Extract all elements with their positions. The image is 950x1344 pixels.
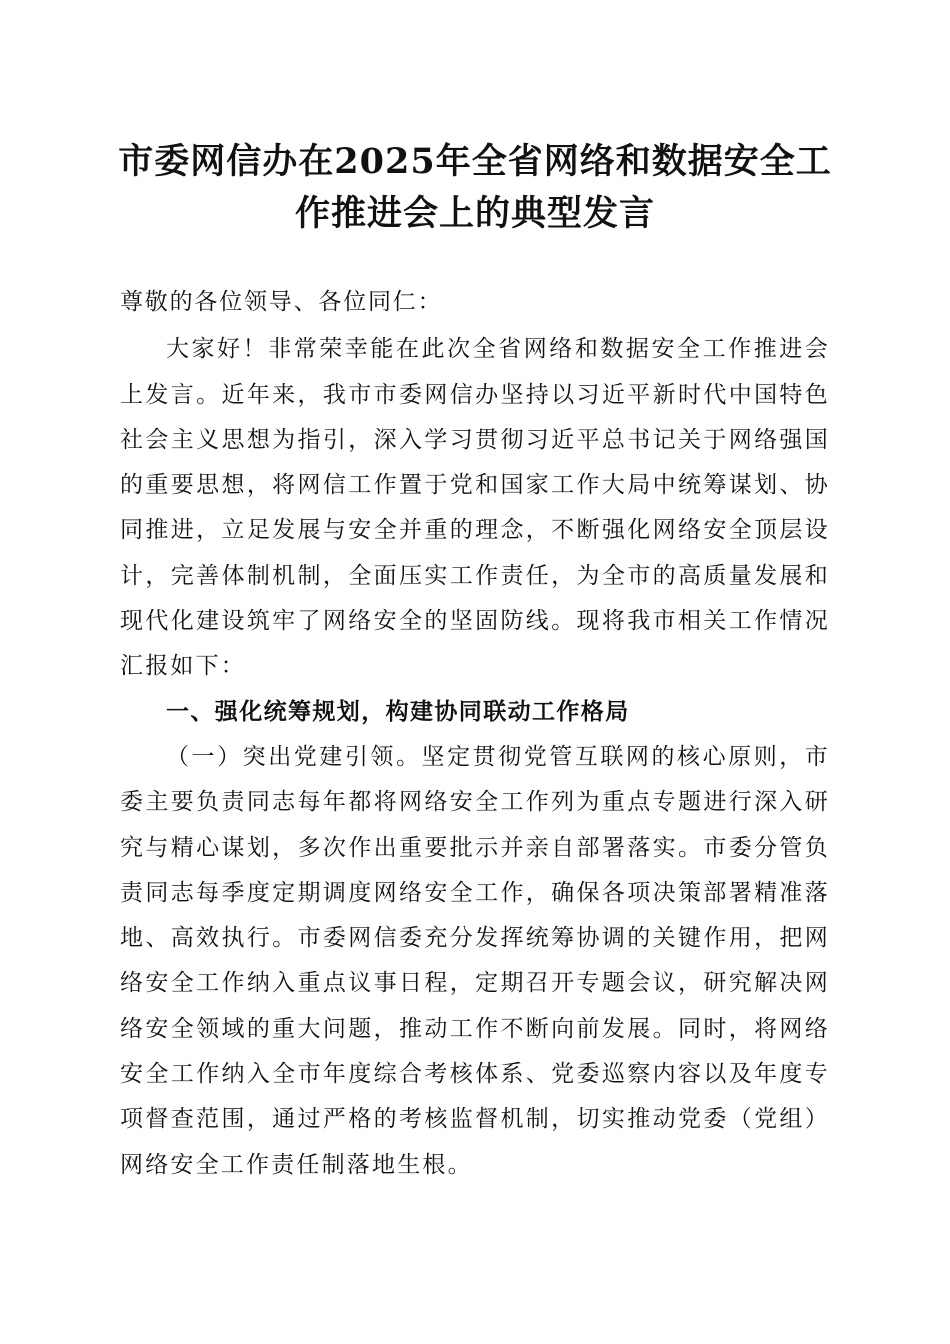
document-title: [100, 136, 850, 240]
intro-paragraph: 大家好！非常荣幸能在此次全省网络和数据安全工作推进会上发言。近年来，我市市委网信办坚持以习近平新时代中国特色社会主义思想为指引，深入学习贯彻习近平总书记关于网络强国的重要思想，将网信工作置于党和国家工作大局中统筹谋划、协同推进，立足发展与安全并重的理念，不断强化网络安全顶层设计，完善体制机制，全面压实工作责任，为全市的高质量发展和现代化建设筑牢了网络安全的坚固防线。现将我市相关工作情况汇报如下：: [120, 336, 830, 680]
document-body: [120, 280, 830, 1188]
salutation: 尊敬的各位领导、各位同仁：: [120, 289, 443, 315]
title-line-1: 市委网信办在2025年全省网络和数据安全工: [118, 141, 832, 182]
section-paragraph: （一）突出党建引领。坚定贯彻党管互联网的核心原则，市委主要负责同志每年都将网络安全工作列为重点专题进行深入研究与精心谋划，多次作出重要批示并亲自部署落实。市委分管负责同志每季度定期调度网络安全工作，确保各项决策部署精准落地、高效执行。市委网信委充分发挥统筹协调的关键作用，把网络安全工作纳入重点议事日程，定期召开专题会议，研究解决网络安全领域的重大问题，推动工作不断向前发展。同时，将网络安全工作纳入全市年度综合考核体系、党委巡察内容以及年度专项督查范围，通过严格的考核监督机制，切实推动党委（党组）网络安全工作责任制落地生根。: [120, 743, 830, 1178]
section-heading: 一、强化统筹规划，构建协同联动工作格局: [166, 698, 630, 725]
title-line-2: 作推进会上的典型发言: [294, 193, 655, 234]
